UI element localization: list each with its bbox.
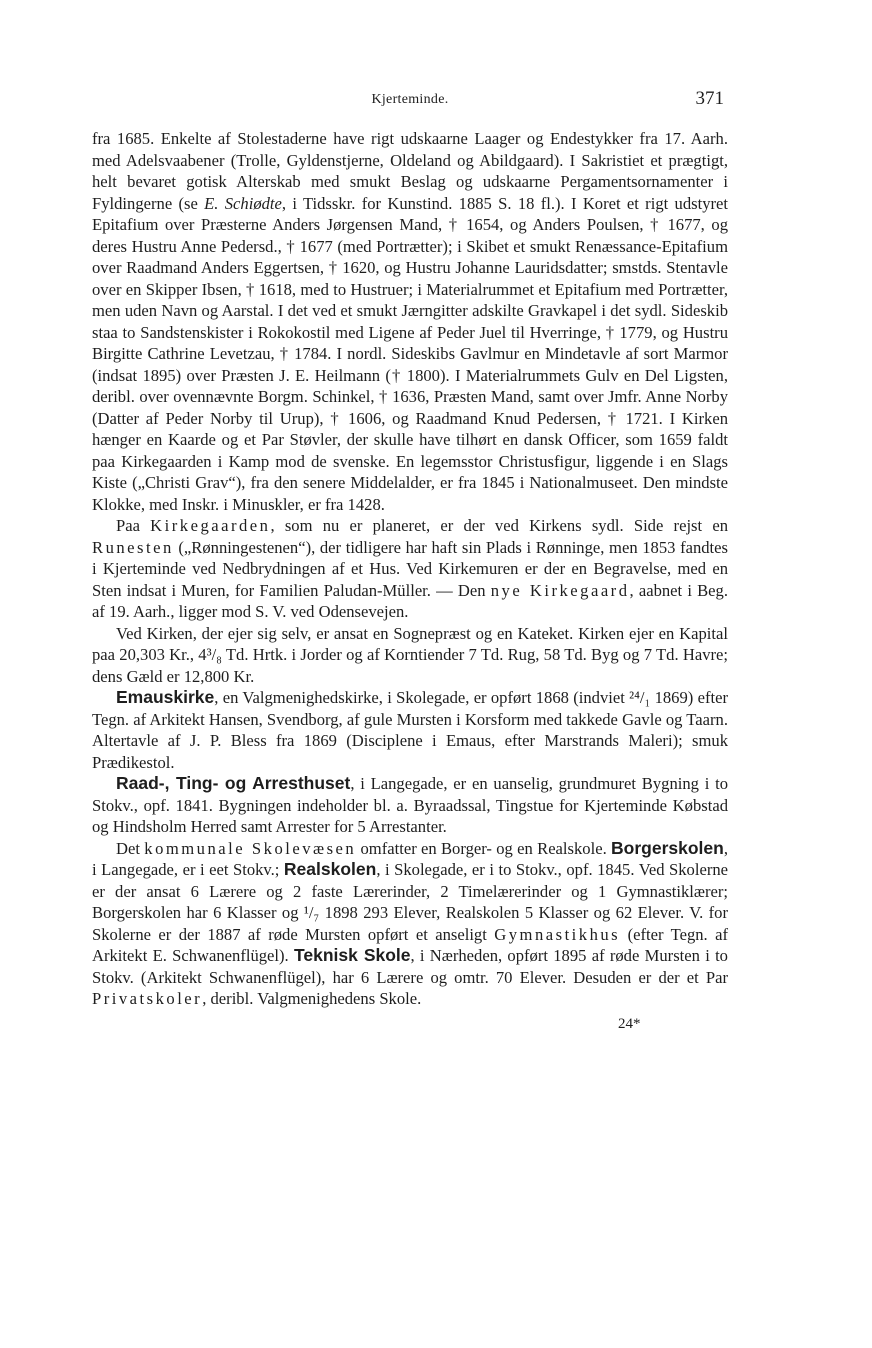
text-run: (efter Tegn. af Arkitekt E. Schwanenflügel). [92,924,729,965]
text-run: , i Skolegade, er i to Stokv., opf. 1845. Ved Skolerne er der ansat 6 Lærere og 2 faste Lærerinder, 2 Timelærerinder og 1 Gymnastiklærer; Borgerskolen har 6 Klasser og ¹/₇ 1898 293 Elever, Realskolen 5 Klasser og 62 Elever. V. for Skolerne er der 1887 af røde Mursten opført et anseligt [92,860,729,944]
spaced-emphasis: Runesten [92,537,174,557]
section-heading: Raad-, Ting- og Arresthuset [116,773,351,793]
text-run: , en Valgmenighedskirke, i Skolegade, er opført 1868 (indviet ²⁴/₁ 1869) efter Tegn. af Arkitekt Hansen, Svendborg, af gule Mursten i Korsform med takkede Gavle og Taarn. Altertavle af J. P. Bless fra 1869 (Disciplene i Emaus, efter Marstrands Maleri); smuk Prædikestol. [92,688,728,772]
text-run: , som nu er planeret, er der ved Kirkens sydl. Side rejst en [270,516,728,535]
section-heading: Teknisk Skole [293,945,411,965]
text-run: , i Langegade, er en uanselig, grundmuret Bygning i to Stokv., opf. 1841. Bygningen indeholder bl. a. Byraadssal, Tingstue for Kjerteminde Købstad og Hindsholm Herred samt Arrester for 5 Arrestanter. [92,774,728,836]
section-heading: Realskolen [283,859,377,879]
spaced-emphasis: Kirkegaarden [150,516,271,535]
paragraph [92,515,728,623]
spaced-emphasis: Privatskoler [92,989,203,1008]
text-run: , i Tidsskr. for Kunstind. 1885 S. 18 fl.). I Koret et rigt udstyret Epitafium over Præsterne Anders Jørgensen Mand, † 1654, og Anders Poulsen, † 1677, og deres Hustru Anne Pedersd., † 1677 (med Portrætter); i Skibet et smukt Renæssance-Epitafium over Raadmand Anders Eggertsen, † 1620, og Hustru Johanne Lauridsdatter; smstds. Stentavle over en Skipper Ibsen, † 1618, med to Hustruer; i Materialrummet et Epitafium med Portrætter, men uden Navn og Aarstal. I det ved et smukt Jærngitter adskilte Gravkapel i det sydl. Sideskib staa to Sandstenskister i Rokokostil med Ligene af Peder Juel til Hverringe, † 1779, og Hustru Birgitte Cathrine Levetzau, † 1784. I nordl. Sideskibs Gavlmur en Mindetavle af sort Marmor (indsat 1895) over Præsten J. E. Heilmann († 1800). I Materialrummets Gulv en Del Ligsten, deribl. over ovennævnte Borgm. Schinkel, † 1636, Præsten Mand, samt over Jmfr. Anne Norby (Datter af Peder Norby til Urup), † 1606, og Raadmand Knud Pedersen, † 1721. I Kirken hænger en Kaarde og et Par Støvler, der skulle have tilhørt en dansk Officer, som 1659 faldt paa Kirkegaarden i Kamp mod de svenske. En legemsstor Christusfigur, liggende i en Slags Kiste („Christi Grav“), fra den senere Middelalder, er fra 1845 i Nationalmuseet. Den mindste Klokke, med Inskr. i Minuskler, er fra 1428. [92,193,728,514]
text-run: , i Langegade, er i eet Stokv.; [92,838,728,879]
paragraph [92,128,728,515]
section-heading: Borgerskolen [611,837,724,858]
book-page [92,84,728,1033]
body-text [92,128,728,1010]
page-header [92,84,728,114]
text-run: , deribl. Valgmenighedens Skole. [202,989,422,1008]
page-number: 371 [695,88,724,109]
running-title: Kjerteminde. [371,92,449,107]
paragraph [92,773,728,838]
spaced-emphasis: Gymnastikhus [494,924,621,944]
text-run: , i Nærheden, opført 1895 af røde Mursten i to Stokv. (Arkitekt Schwanenflügel), har 6 Lærere og omtr. 70 Elever. Desuden er der et Par [92,946,728,987]
spaced-emphasis: nye Kirkegaard [490,580,630,600]
paragraph [92,687,728,773]
text-run: („Rønningestenen“), der tidligere har haft sin Plads i Rønninge, men 1853 fandtes i Kjerteminde ved Nedbrydningen af et Hus. Ved Kirkemuren er der en Begravelse, med en Sten indsat i Muren, for Familien Paludan-Müller. — Den [92,537,728,600]
text-run: Det [116,838,145,858]
signature-mark: 24* [618,1015,641,1032]
text-run: Paa [116,516,151,535]
paragraph [92,838,728,1010]
spaced-emphasis: kommunale Skolevæsen [144,838,357,858]
text-run: fra 1685. Enkelte af Stolestaderne have rigt udskaarne Laager og Endestykker fra 17. Aarh. med Adelsvaabener (Trolle, Gyldenstjerne, Oldeland og Abildgaard). I Sakristiet et prægtigt, helt bevaret gotisk Alterskab med smukt Beslag og udskaarne Pergamentsornamenter i Fyldingerne (se [92,129,728,213]
section-heading: Emauskirke [116,687,215,707]
text-run: omfatter en Borger- og en Realskole. [356,838,612,858]
text-run: , aabnet i Beg. af 19. Aarh., ligger mod S. V. ved Odensevejen. [92,580,728,621]
italic-citation: E. Schiødte [204,193,282,213]
paragraph [92,623,728,688]
text-run: Ved Kirken, der ejer sig selv, er ansat en Sognepræst og en Kateket. Kirken ejer en Kapital paa 20,303 Kr., 4³/₈ Td. Hrtk. i Jorder og af Korntiender 7 Td. Rug, 58 Td. Byg og 7 Td. Havre; dens Gæld er 12,800 Kr. [92,623,728,686]
